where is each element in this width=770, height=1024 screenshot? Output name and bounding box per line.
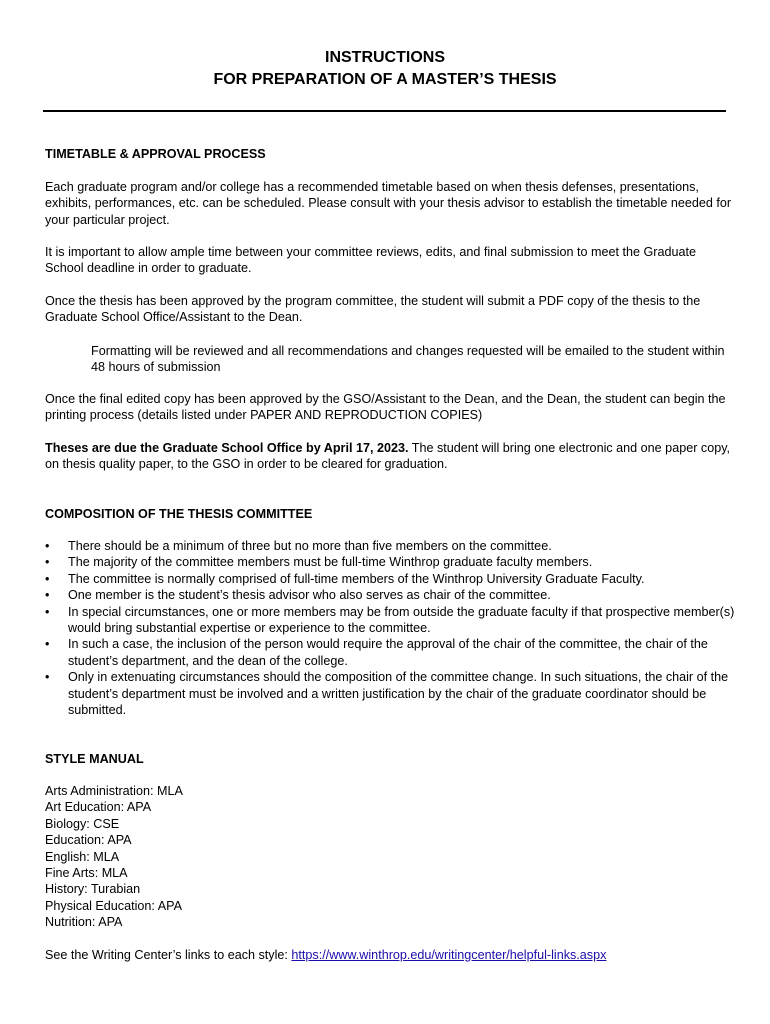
bullet-icon: • [45,539,50,553]
style-manual-heading: STYLE MANUAL [45,752,144,766]
list-item-text: One member is the student’s thesis advisor who also serves as chair of the committee. [68,588,551,603]
list-item: Education: APA [45,833,132,848]
list-item [45,571,735,587]
list-item [45,604,735,637]
list-item: Fine Arts: MLA [45,866,128,881]
list-item-text: The committee is normally comprised of full-time members of the Winthrop University Graduate Faculty. [68,571,645,586]
deadline-text: Theses are due the Graduate School Office by April 17, 2023. [45,441,409,455]
list-item: Physical Education: APA [45,898,182,913]
bullet-icon: • [45,604,50,619]
writing-center-link[interactable]: https://www.winthrop.edu/writingcenter/helpful-links.aspx [291,948,607,962]
list-item [45,669,735,718]
list-item-text: The majority of the committee members must be full-time Winthrop graduate faculty members. [68,555,593,570]
timetable-paragraph-6 [45,440,735,473]
bullet-icon: • [45,555,50,570]
writing-center-line [45,947,735,963]
list-item [45,587,735,603]
list-item: Biology: CSE [45,816,120,831]
bullet-icon: • [45,588,50,603]
doc-title-line-2: FOR PREPARATION OF A MASTER’S THESIS [213,71,557,88]
list-item-text: In such a case, the inclusion of the person would require the approval of the chair of the committee, the chair of the student’s department, and the dean of the college. [68,637,708,668]
list-item-text: Only in extenuating circumstances should the composition of the committee change. In such situations, the chair of the student’s department must be involved and a written justification by the chair of the graduate coordinator should be submitted. [68,670,729,718]
deadline-rest-text: The student will bring one electronic and one paper copy, on thesis quality paper, to the GSO in order to be cleared for graduation. [45,441,731,472]
writing-center-text: See the Writing Center’s links to each style: [45,948,292,962]
list-item [45,538,735,554]
timetable-paragraph-1: Each graduate program and/or college has a recommended timetable based on when thesis defenses, presentations, exhibits, performances, etc. can be scheduled. Please consult with your thesis advisor to establish the timetable needed for your particular project. [45,180,732,227]
bullet-icon: • [45,571,50,586]
list-item: History: Turabian [45,882,141,897]
list-item [45,554,735,570]
timetable-heading: TIMETABLE & APPROVAL PROCESS [45,147,266,161]
list-item: Nutrition: APA [45,915,123,930]
list-item-text: In special circumstances, one or more members may be from outside the graduate faculty if that prospective member(s) would bring substantial expertise or experience to the committee. [68,604,735,636]
committee-heading: COMPOSITION OF THE THESIS COMMITTEE [45,507,313,521]
timetable-paragraph-3: Once the thesis has been approved by the program committee, the student will submit a PDF copy of the thesis to the Graduate School Office/Assistant to the Dean. [45,294,701,325]
list-item [45,636,735,669]
committee-list [45,538,735,718]
bullet-icon: • [45,637,50,652]
list-item: Arts Administration: MLA [45,784,183,798]
list-item-text: There should be a minimum of three but no more than five members on the committee. [68,539,552,553]
title-divider [43,110,726,112]
timetable-paragraph-2: It is important to allow ample time between your committee reviews, edits, and final submission to meet the Graduate School deadline in order to graduate. [45,245,696,276]
style-manual-list [45,783,445,931]
timetable-paragraph-5: Once the final edited copy has been approved by the GSO/Assistant to the Dean, and the Dean, the student can begin the printing process (details listed under PAPER AND REPRODUCTION COPIES) [45,392,726,423]
list-item: English: MLA [45,849,120,864]
bullet-icon: • [45,670,50,685]
list-item: Art Education: APA [45,800,152,815]
doc-title-line-1: INSTRUCTIONS [325,49,445,66]
timetable-paragraph-4: Formatting will be reviewed and all recommendations and changes requested will be emailed to the student within 48 hours of submission [91,344,725,375]
